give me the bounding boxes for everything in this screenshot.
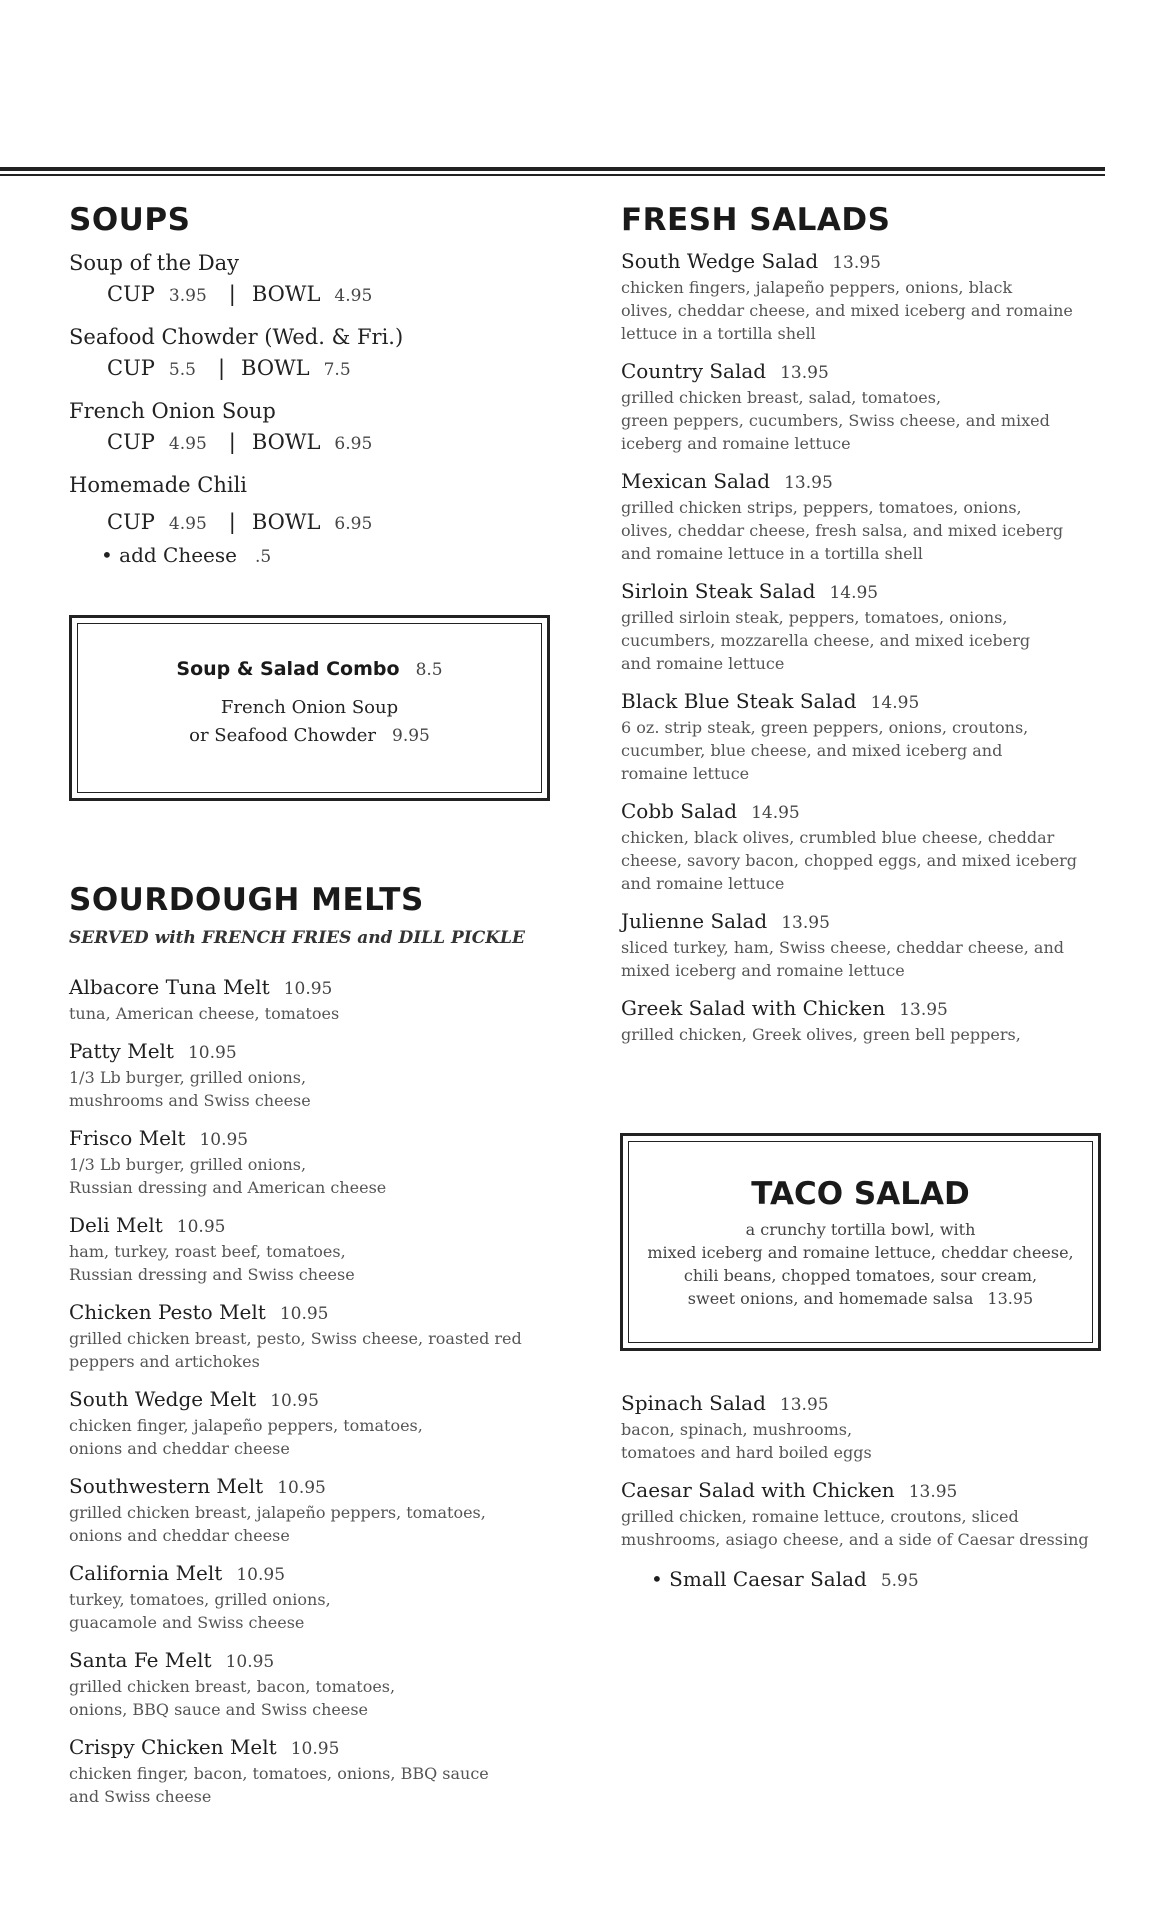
served-with-note: SERVED with FRENCH FRIES and DILL PICKLE [69,928,525,948]
item-price: 13.95 [832,253,881,273]
item-price: 13.95 [779,1395,829,1415]
small-caesar-salad [621,1564,1101,1596]
item-name-row [621,578,1101,606]
separator: | [228,510,236,534]
item-name-row [69,1473,559,1501]
item-name: Albacore Tuna Melt [69,975,270,999]
addon-label: • add Cheese [101,543,237,567]
cup-price: 4.95 [168,514,207,534]
cup-label: CUP [107,430,155,454]
menu-item [621,798,1101,895]
item-name: Cobb Salad [621,799,738,823]
taco-content [623,1176,1098,1310]
combo-content [72,658,547,750]
melts-heading: SOURDOUGH MELTS [69,882,424,918]
item-price: 13.95 [908,1482,958,1502]
item-description: grilled chicken, Greek olives, green bell peppers, [621,1025,1021,1044]
soups-heading: SOUPS [69,202,191,238]
soup-name: Homemade Chili [69,473,248,497]
item-name: Caesar Salad with Chicken [621,1478,895,1502]
menu-item [69,1386,559,1460]
soup-item [69,470,559,572]
soup-sizes [69,506,559,540]
item-price: 10.95 [176,1217,226,1237]
item-name: Frisco Melt [69,1126,186,1150]
addon-price: .5 [255,547,272,567]
item-description: ham, turkey, roast beef, tomatoes, Russian dressing and Swiss cheese [69,1242,355,1284]
menu-item [69,1647,559,1721]
item-price: 10.95 [199,1130,249,1150]
item-description: grilled chicken strips, peppers, tomatoes, onions, olives, cheddar cheese, fresh salsa, and mixed iceberg and romaine lettuce in a tortilla shell [621,498,1064,563]
combo-title-text: Soup & Salad Combo [176,658,400,680]
item-name-row [69,1299,559,1327]
separator: | [228,430,236,454]
item-price: 14.95 [870,693,920,713]
menu-item [621,1477,1101,1551]
item-name-row [69,1734,559,1762]
item-name-row [621,908,1101,936]
cup-label: CUP [107,510,155,534]
item-name-row [621,1390,1101,1418]
soup-sizes [69,278,559,312]
taco-salad-box [620,1133,1101,1351]
item-description: chicken finger, jalapeño peppers, tomatoes, onions and cheddar cheese [69,1416,423,1458]
item-price: 10.95 [290,1739,340,1759]
item-price: 14.95 [829,583,879,603]
item-name: California Melt [69,1561,223,1585]
item-name: Spinach Salad [621,1391,766,1415]
item-description: chicken fingers, jalapeño peppers, onions, black olives, cheddar cheese, and mixed iceberg and romaine lettuce in a tortilla shell [621,278,1073,343]
item-name-row [621,358,1101,386]
soup-name: Soup of the Day [69,251,240,275]
menu-item [69,1299,559,1373]
combo-title-price: 8.5 [415,660,443,680]
item-name-row [621,248,1101,276]
item-description: grilled chicken, romaine lettuce, croutons, sliced mushrooms, asiago cheese, and a side of Caesar dressing [621,1507,1089,1549]
soup-item [69,248,559,312]
menu-item [69,1734,559,1808]
item-price: 13.95 [899,1000,948,1020]
item-name-row [69,1038,559,1066]
soup-item [69,396,559,460]
item-name-row [69,1560,559,1588]
soup-sizes [69,352,559,386]
cup-label: CUP [107,356,155,380]
combo-title [72,658,547,680]
item-price: 10.95 [236,1565,286,1585]
soup-name: Seafood Chowder (Wed. & Fri.) [69,325,404,349]
item-price: 10.95 [225,1652,275,1672]
item-name-row [621,468,1101,496]
menu-item [69,1473,559,1547]
item-name-row [621,995,1101,1023]
menu-item [69,1125,559,1199]
bowl-label: BOWL [241,356,310,380]
item-price: 13.95 [780,363,829,383]
item-name: South Wedge Salad [621,249,819,273]
sub-item-price: 5.95 [880,1571,919,1591]
item-name-row [69,974,559,1002]
item-name: Black Blue Steak Salad [621,689,857,713]
combo-line2-price: 9.95 [392,726,430,746]
item-description: grilled sirloin steak, peppers, tomatoes, onions, cucumbers, mozzarella cheese, and mixed iceberg and romaine lettuce [621,608,1031,673]
soup-item [69,322,559,386]
cup-price: 4.95 [168,434,207,454]
item-name-row [621,1477,1101,1505]
taco-line: a crunchy tortilla bowl, with [745,1220,976,1239]
taco-line4-text: sweet onions, and homemade salsa [687,1289,974,1308]
item-name-row [621,798,1101,826]
soups-section [69,202,559,582]
item-price: 10.95 [187,1043,237,1063]
item-name: Southwestern Melt [69,1474,264,1498]
item-description: grilled chicken breast, bacon, tomatoes, onions, BBQ sauce and Swiss cheese [69,1677,396,1719]
taco-line: chili beans, chopped tomatoes, sour cream, [683,1266,1038,1285]
taco-line [623,1287,1098,1310]
menu-item [621,578,1101,675]
item-name-row [621,688,1101,716]
item-name-row [69,1125,559,1153]
combo-line2-text: or Seafood Chowder [189,725,376,746]
item-name: South Wedge Melt [69,1387,257,1411]
menu-item [621,688,1101,785]
item-description: 6 oz. strip steak, green peppers, onions, croutons, cucumber, blue cheese, and mixed iceberg and romaine lettuce [621,718,1029,783]
item-name: Sirloin Steak Salad [621,579,816,603]
separator: | [228,282,236,306]
cup-price: 3.95 [168,286,207,306]
bowl-label: BOWL [251,282,321,306]
menu-item [621,358,1101,455]
soup-sizes [69,426,559,460]
item-name-row [69,1386,559,1414]
item-price: 10.95 [279,1304,329,1324]
cup-label: CUP [107,282,155,306]
item-description: grilled chicken breast, jalapeño peppers, tomatoes, onions and cheddar cheese [69,1503,486,1545]
top-divider [0,167,1105,176]
add-cheese [69,540,559,572]
item-price: 13.95 [784,473,833,493]
item-name-row [69,1212,559,1240]
item-name-row [69,1647,559,1675]
more-salads-section [621,1390,1101,1596]
sub-item-label: • Small Caesar Salad [651,1567,867,1591]
item-name: Mexican Salad [621,469,771,493]
item-description: chicken finger, bacon, tomatoes, onions, BBQ sauce and Swiss cheese [69,1764,489,1806]
item-description: bacon, spinach, mushrooms, tomatoes and hard boiled eggs [621,1420,872,1462]
item-price: 10.95 [283,979,333,999]
item-description: tuna, American cheese, tomatoes [69,1004,340,1023]
item-description: grilled chicken breast, pesto, Swiss cheese, roasted red peppers and artichokes [69,1329,522,1371]
soup-name: French Onion Soup [69,399,276,423]
taco-title: TACO SALAD [751,1176,970,1212]
menu-item [621,1390,1101,1464]
separator: | [217,356,226,380]
combo-line [72,722,547,750]
item-description: sliced turkey, ham, Swiss cheese, cheddar cheese, and mixed iceberg and romaine lettuce [621,938,1064,980]
item-description: turkey, tomatoes, grilled onions, guacamole and Swiss cheese [69,1590,331,1632]
salads-heading: FRESH SALADS [621,202,891,238]
item-description: 1/3 Lb burger, grilled onions, Russian dressing and American cheese [69,1155,387,1197]
menu-item [621,248,1101,345]
item-price: 14.95 [751,803,800,823]
melts-section [69,882,559,1821]
bowl-price: 6.95 [334,434,373,454]
menu-item [621,995,1101,1046]
taco-price: 13.95 [987,1289,1034,1308]
item-name: Julienne Salad [621,909,768,933]
item-name: Patty Melt [69,1039,174,1063]
taco-line: mixed iceberg and romaine lettuce, cheddar cheese, [647,1243,1074,1262]
item-name: Deli Melt [69,1213,163,1237]
item-name: Crispy Chicken Melt [69,1735,277,1759]
item-price: 10.95 [270,1391,319,1411]
bowl-price: 4.95 [334,286,373,306]
menu-item [69,974,559,1025]
item-description: 1/3 Lb burger, grilled onions, mushrooms and Swiss cheese [69,1068,311,1110]
bowl-price: 7.5 [323,360,351,380]
salads-section [621,202,1101,1059]
menu-item [69,1038,559,1112]
cup-price: 5.5 [168,360,196,380]
menu-item [69,1560,559,1634]
bowl-label: BOWL [251,430,321,454]
combo-line: French Onion Soup [220,697,399,718]
menu-item [621,908,1101,982]
menu-item [621,468,1101,565]
item-price: 13.95 [781,913,830,933]
item-name: Santa Fe Melt [69,1648,212,1672]
item-name: Chicken Pesto Melt [69,1300,266,1324]
item-name: Greek Salad with Chicken [621,996,886,1020]
item-description: grilled chicken breast, salad, tomatoes, green peppers, cucumbers, Swiss cheese, and mixed iceberg and romaine lettuce [621,388,1050,453]
item-name: Country Salad [621,359,767,383]
item-price: 10.95 [277,1478,326,1498]
item-description: chicken, black olives, crumbled blue cheese, cheddar cheese, savory bacon, chopped eggs, and mixed iceberg and romaine lettuce [621,828,1078,893]
combo-box [69,615,550,801]
menu-item [69,1212,559,1286]
bowl-price: 6.95 [334,514,373,534]
bowl-label: BOWL [251,510,321,534]
